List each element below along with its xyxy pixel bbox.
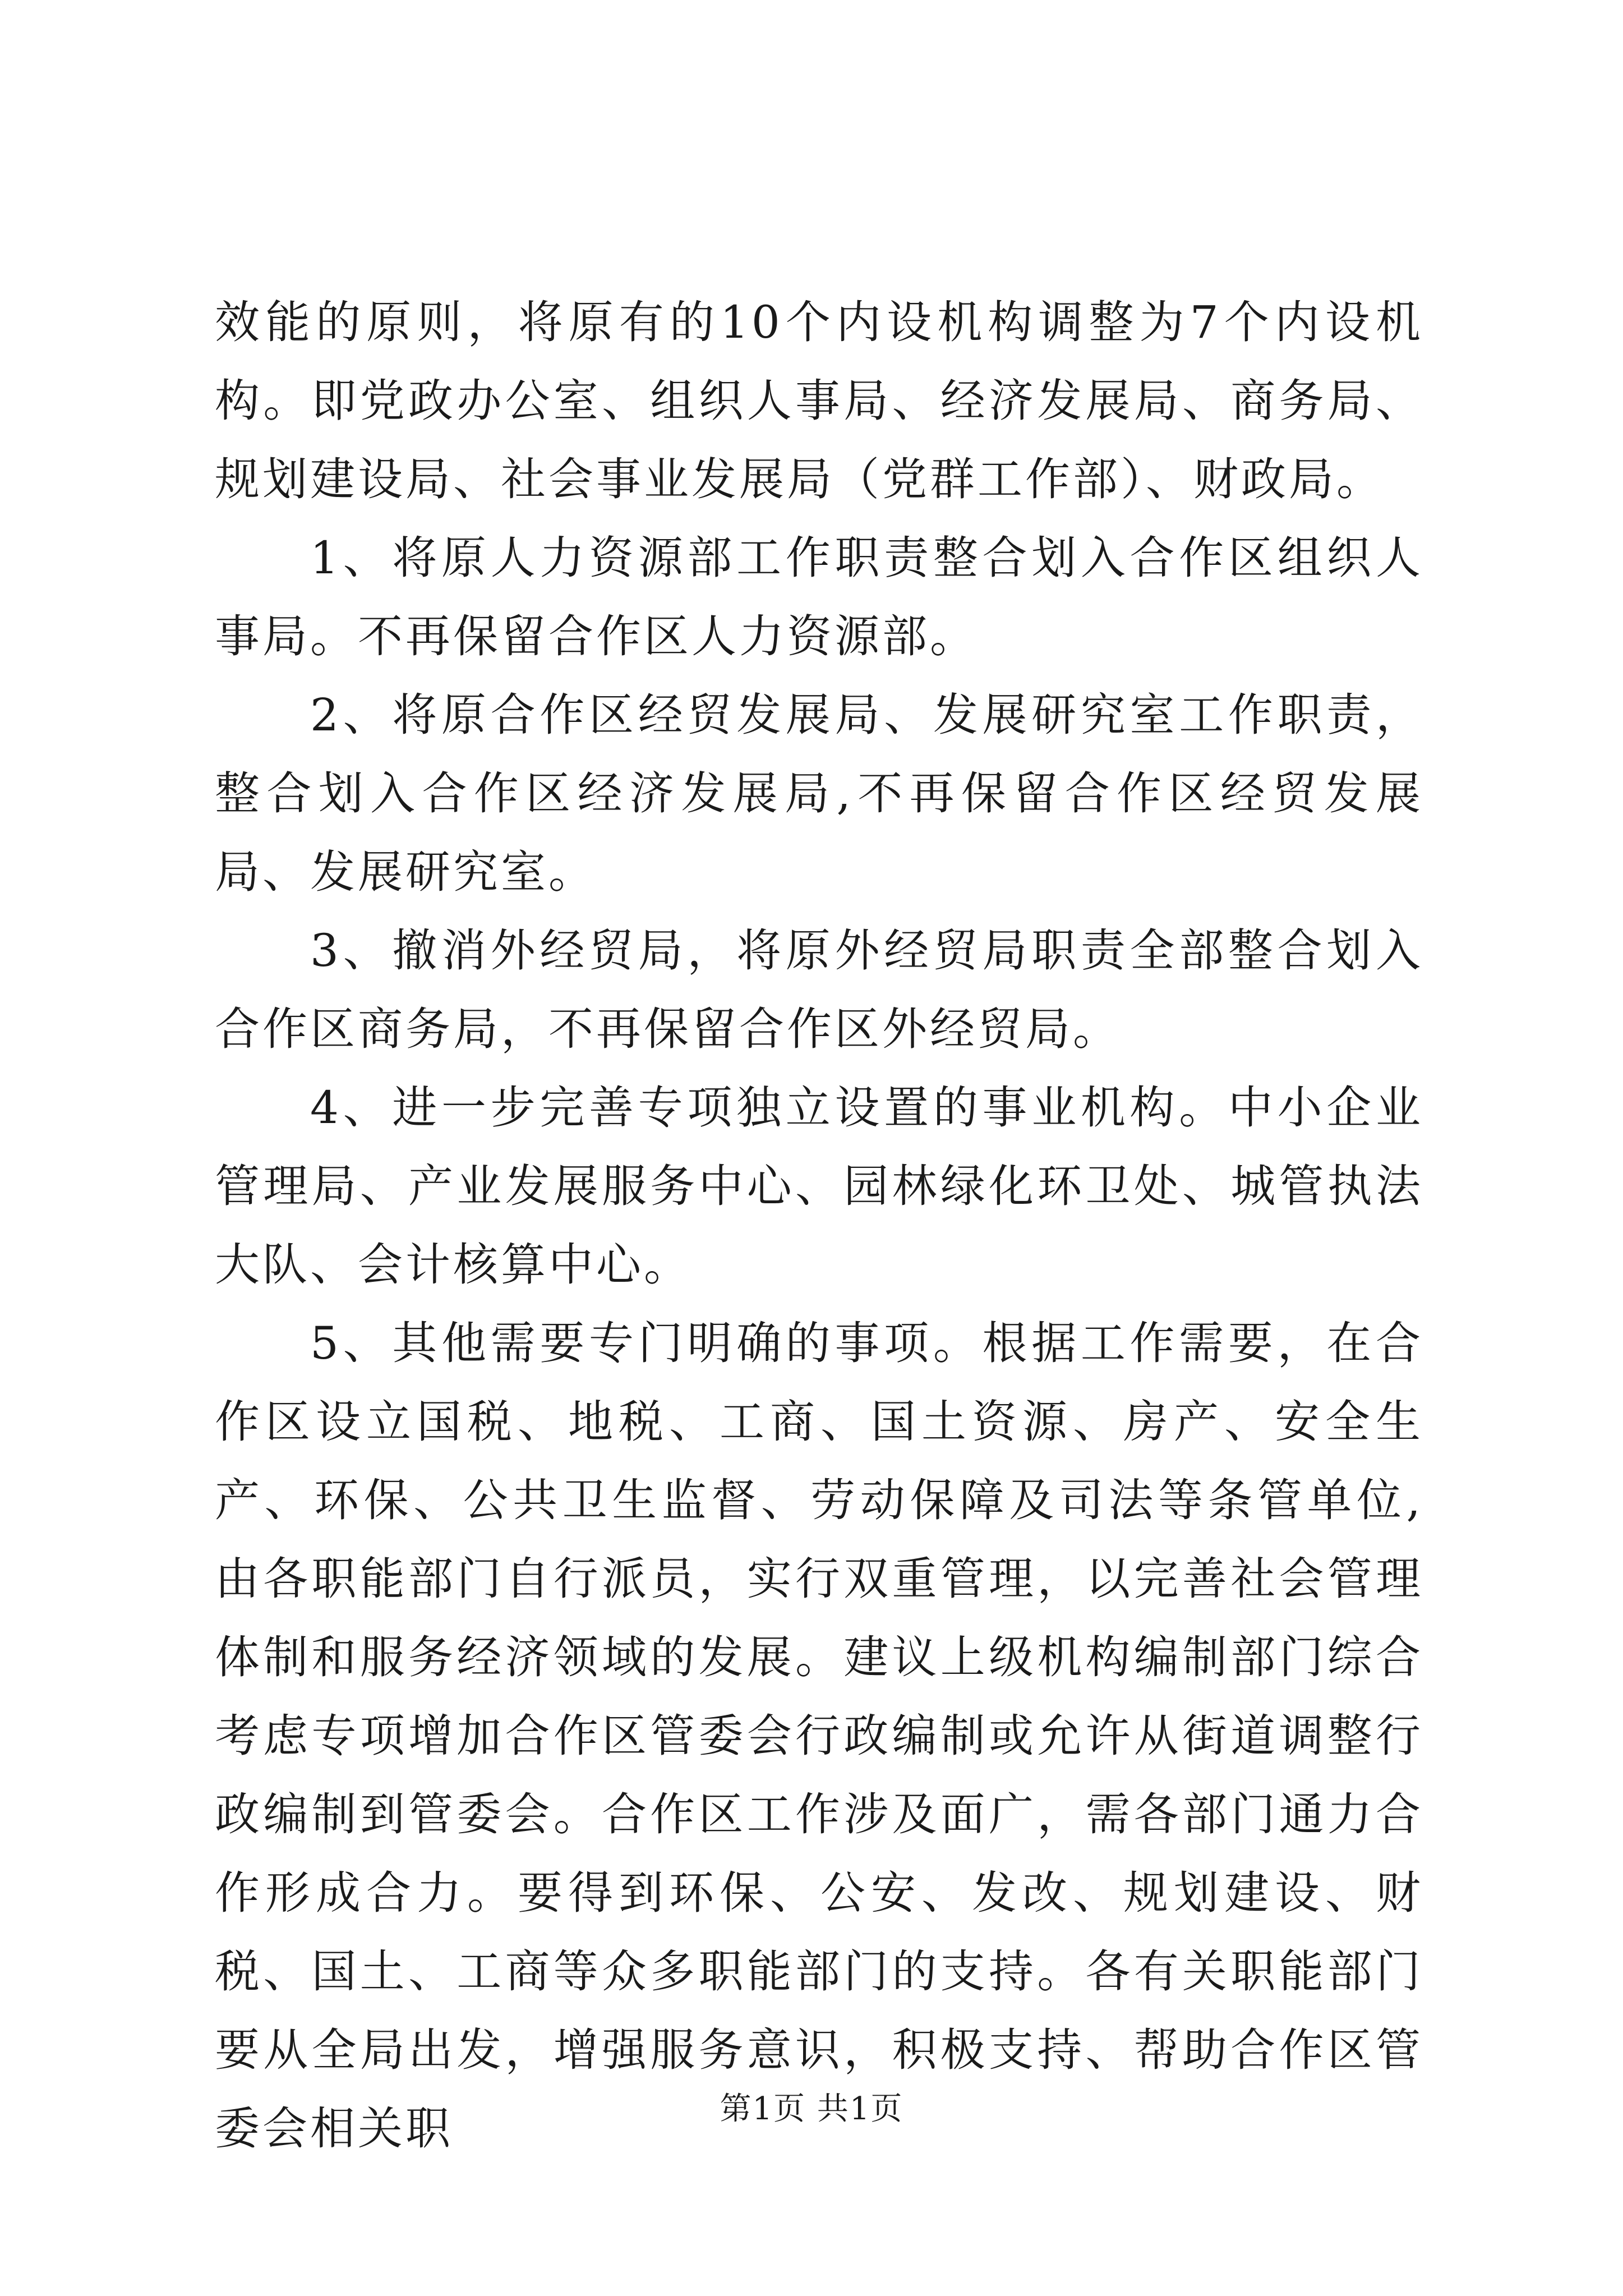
paragraph-item-1: 1、将原人力资源部工作职责整合划入合作区组织人事局。不再保留合作区人力资源部。 xyxy=(215,532,1423,662)
paragraph-item-3: 3、撤消外经贸局，将原外经贸局职责全部整合划入合作区商务局，不再保留合作区外经贸局。 xyxy=(215,924,1423,1055)
paragraph-continuation: 效能的原则，将原有的10个内设机构调整为7个内设机构。即党政办公室、组织人事局、经济发展局、商务局、规划建设局、社会事业发展局（党群工作部）、财政局。 xyxy=(215,296,1423,505)
document-body xyxy=(215,283,1423,2168)
page-number-footer: 第1页 共1页 xyxy=(720,2091,903,2127)
paragraph-item-4: 4、进一步完善专项独立设置的事业机构。中小企业管理局、产业发展服务中心、园林绿化环卫处、城管执法大队、会计核算中心。 xyxy=(215,1082,1423,1291)
paragraph-item-5: 5、其他需要专门明确的事项。根据工作需要，在合作区设立国税、地税、工商、国土资源、房产、安全生产、环保、公共卫生监督、劳动保障及司法等条管单位,由各职能部门自行派员，实行双重管理，以完善社会管理体制和服务经济领域的发展。建议上级机构编制部门综合考虑专项增加合作区管委会行政编制或允许从街道调整行政编制到管委会。合作区工作涉及面广，需各部门通力合作形成合力。要得到环保、公安、发改、规划建设、财税、国土、工商等众多职能部门的支持。各有关职能部门要从全局出发，增强服务意识，积极支持、帮助合作区管委会相关职 xyxy=(215,1317,1423,2155)
paragraph-item-2: 2、将原合作区经贸发展局、发展研究室工作职责，整合划入合作区经济发展局,不再保留合作区经贸发展局、发展研究室。 xyxy=(215,689,1423,898)
